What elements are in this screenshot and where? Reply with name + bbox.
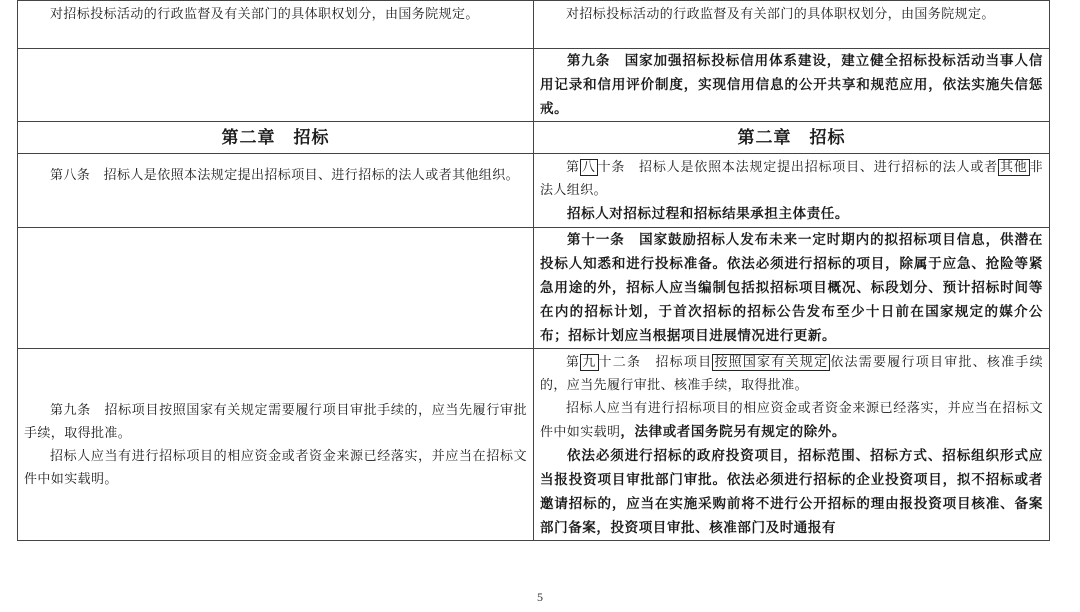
text-span: 第 — [566, 355, 581, 370]
table-row — [18, 349, 1050, 541]
text-span: 招标人应当有进行招标项目的相应资金或者资金来源已经落实，并应当在招标文件中如实载明 — [540, 401, 1043, 440]
left-cell-empty — [18, 228, 534, 349]
article-12-new-para3: 依法必须进行招标的政府投资项目，招标范围、招标方式、招标组织形式应当报投资项目审批部门审批。依法必须进行招标的企业投资项目，拟不招标或者邀请招标的，应当在实施采购前将不进行公开招标的理由报投资项目核准、备案部门备案，投资项目审批、核准部门及时通报有 — [540, 448, 1043, 536]
article-12-new-para2 — [540, 397, 1043, 444]
table-row — [18, 228, 1050, 349]
comparison-table — [17, 0, 1050, 541]
text-span: 依法需要履行项目审批、核准手续的，应当先履行审批、核准手续，取得批准。 — [540, 355, 1044, 393]
table-row — [18, 154, 1050, 228]
left-chapter-cell — [18, 122, 534, 154]
article-11-new: 第十一条 国家鼓励招标人发布未来一定时期内的拟招标项目信息，供潜在投标人知悉和进行投标准备。依法必须进行招标的项目，除属于应急、抢险等紧急用途的外，招标人应当编制包括拟招标项目概况、标段划分、预计招标时间等在内的招标计划，于首次招标的招标公告发布至少十日前在国家规定的媒介公布；招标计划应当根据项目进展情况进行更新。 — [540, 232, 1043, 344]
article-9-new: 第九条 国家加强招标投标信用体系建设，建立健全招标投标活动当事人信用记录和信用评价制度，实现信用信息的公开共享和规范应用，依法实施失信惩戒。 — [540, 53, 1043, 117]
text-span: 第 — [566, 160, 580, 175]
table-row — [18, 1, 1050, 49]
article-10-new — [540, 156, 1043, 202]
left-cell — [18, 349, 534, 541]
right-cell — [534, 349, 1050, 541]
table-row — [18, 49, 1050, 122]
article-10-new-para2: 招标人对招标过程和招标结果承担主体责任。 — [567, 206, 849, 222]
left-cell — [18, 1, 534, 49]
right-cell — [534, 154, 1050, 228]
text-span: 十条 招标人是依照本法规定提出招标项目、进行招标的法人或者 — [597, 160, 998, 175]
right-text: 对招标投标活动的行政监督及有关部门的具体职权划分，由国务院规定。 — [566, 7, 995, 22]
chapter-heading-right: 第二章 招标 — [737, 127, 846, 148]
left-cell — [18, 154, 534, 228]
chapter-heading-left: 第二章 招标 — [221, 127, 330, 148]
revision-box: 按照国家有关规定 — [714, 355, 829, 370]
chapter-row — [18, 122, 1050, 154]
added-text: ，法律或者国务院另有规定的除外。 — [620, 424, 847, 440]
revision-box: 八 — [581, 160, 596, 175]
revision-box: 九 — [582, 355, 597, 370]
right-cell — [534, 228, 1050, 349]
left-text: 对招标投标活动的行政监督及有关部门的具体职权划分，由国务院规定。 — [50, 7, 479, 22]
right-cell — [534, 49, 1050, 122]
revision-box: 其他 — [999, 160, 1028, 175]
page-number: 5 — [537, 590, 543, 604]
text-span: 非法人组织。 — [540, 160, 1043, 198]
right-chapter-cell — [534, 122, 1050, 154]
right-cell — [534, 1, 1050, 49]
article-9-old-para1: 第九条 招标项目按照国家有关规定需要履行项目审批手续的，应当先履行审批手续，取得批准。 — [24, 402, 527, 441]
text-span: 十二条 招标项目 — [598, 355, 713, 370]
article-9-old-para2: 招标人应当有进行招标项目的相应资金或者资金来源已经落实，并应当在招标文件中如实载明。 — [24, 448, 527, 487]
article-8-old: 第八条 招标人是依照本法规定提出招标项目、进行招标的法人或者其他组织。 — [50, 168, 520, 183]
article-12-new-para1 — [540, 351, 1043, 397]
left-cell-empty — [18, 49, 534, 122]
